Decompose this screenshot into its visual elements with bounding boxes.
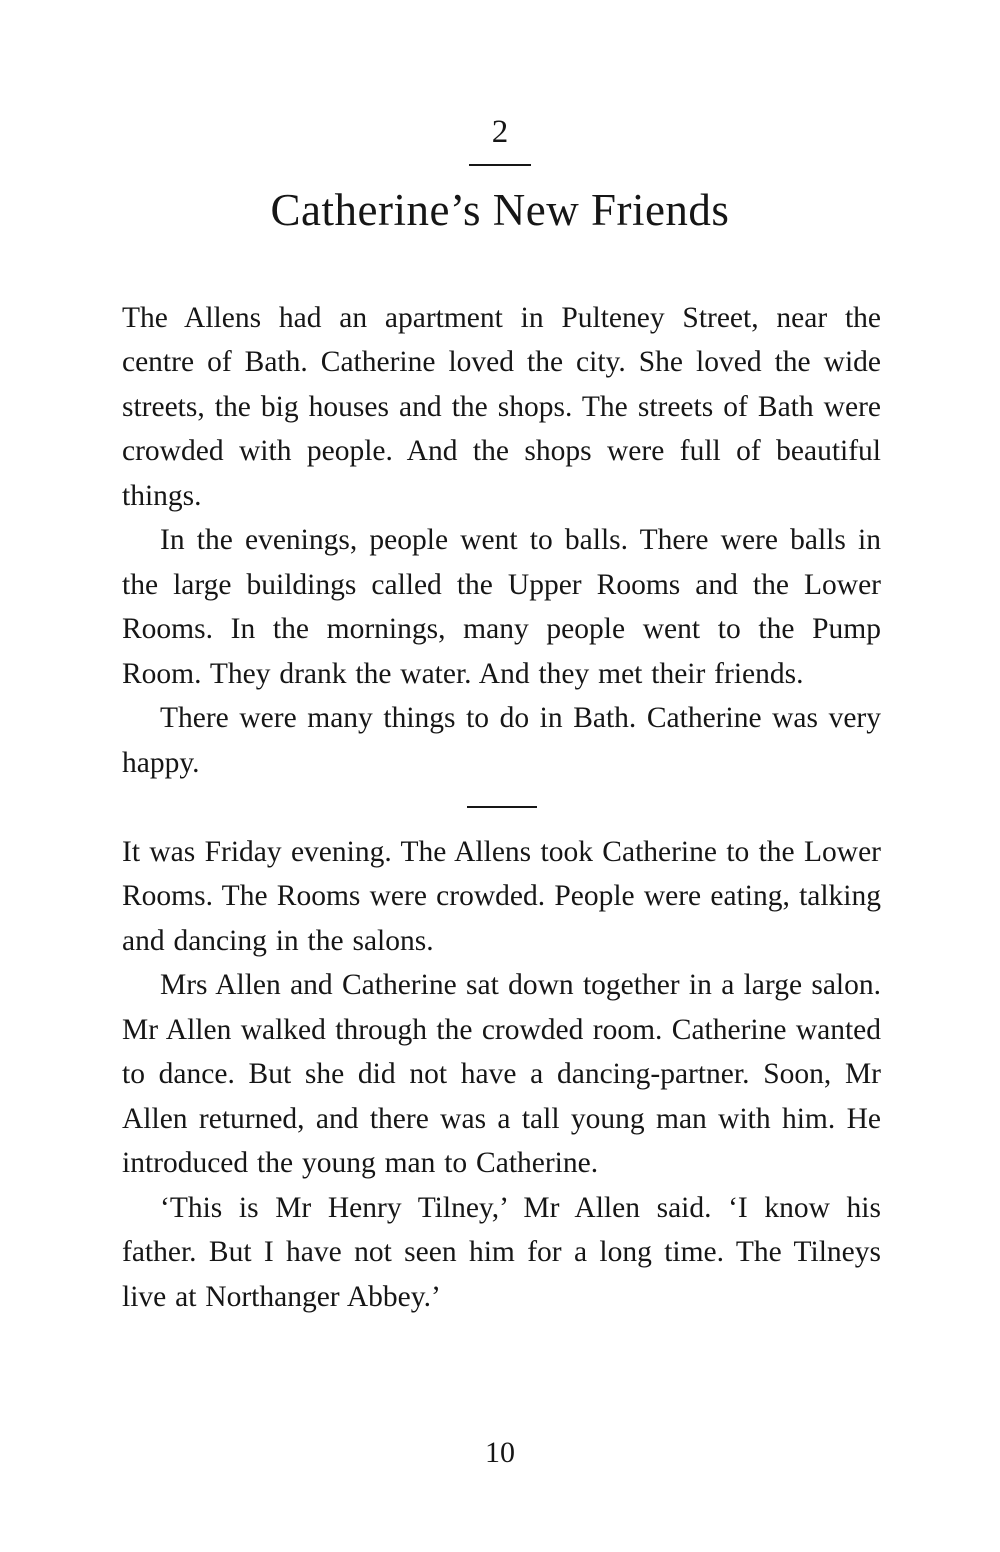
section-divider [122,785,881,830]
chapter-header [0,0,1000,236]
chapter-number-underline [469,164,531,166]
paragraph: In the evenings, people went to balls. There were balls in the large buildings called the Upper Rooms and the Lower Rooms. In the mornings, many people went to the Pump Room. They drank the water. And they met their friends. [122,524,881,690]
paragraph: There were many things to do in Bath. Catherine was very happy. [122,702,881,779]
chapter-title: Catherine’s New Friends [270,185,730,235]
paragraph: ‘This is Mr Henry Tilney,’ Mr Allen said. ‘I know his father. But I have not seen him for a long time. The Tilneys live at Northanger Abbey.’ [122,1191,881,1313]
paragraph: The Allens had an apartment in Pulteney Street, near the centre of Bath. Catherine loved the city. She loved the wide streets, the big houses and the shops. The streets of Bath were crowded with people. And the shops were full of beautiful things. [122,301,881,512]
chapter-number: 2 [491,114,509,150]
page-number: 10 [485,1436,515,1469]
paragraph: It was Friday evening. The Allens took Catherine to the Lower Rooms. The Rooms were crowded. People were eating, talking and dancing in the salons. [122,835,881,957]
section-divider-line [467,806,537,808]
chapter-body [122,296,881,1320]
page-footer [0,1436,1000,1470]
paragraph: Mrs Allen and Catherine sat down together in a large salon. Mr Allen walked through the crowded room. Catherine wanted to dance. But she did not have a dancing-partner. Soon, Mr Allen returned, and there was a tall young man with him. He introduced the young man to Catherine. [122,969,881,1179]
